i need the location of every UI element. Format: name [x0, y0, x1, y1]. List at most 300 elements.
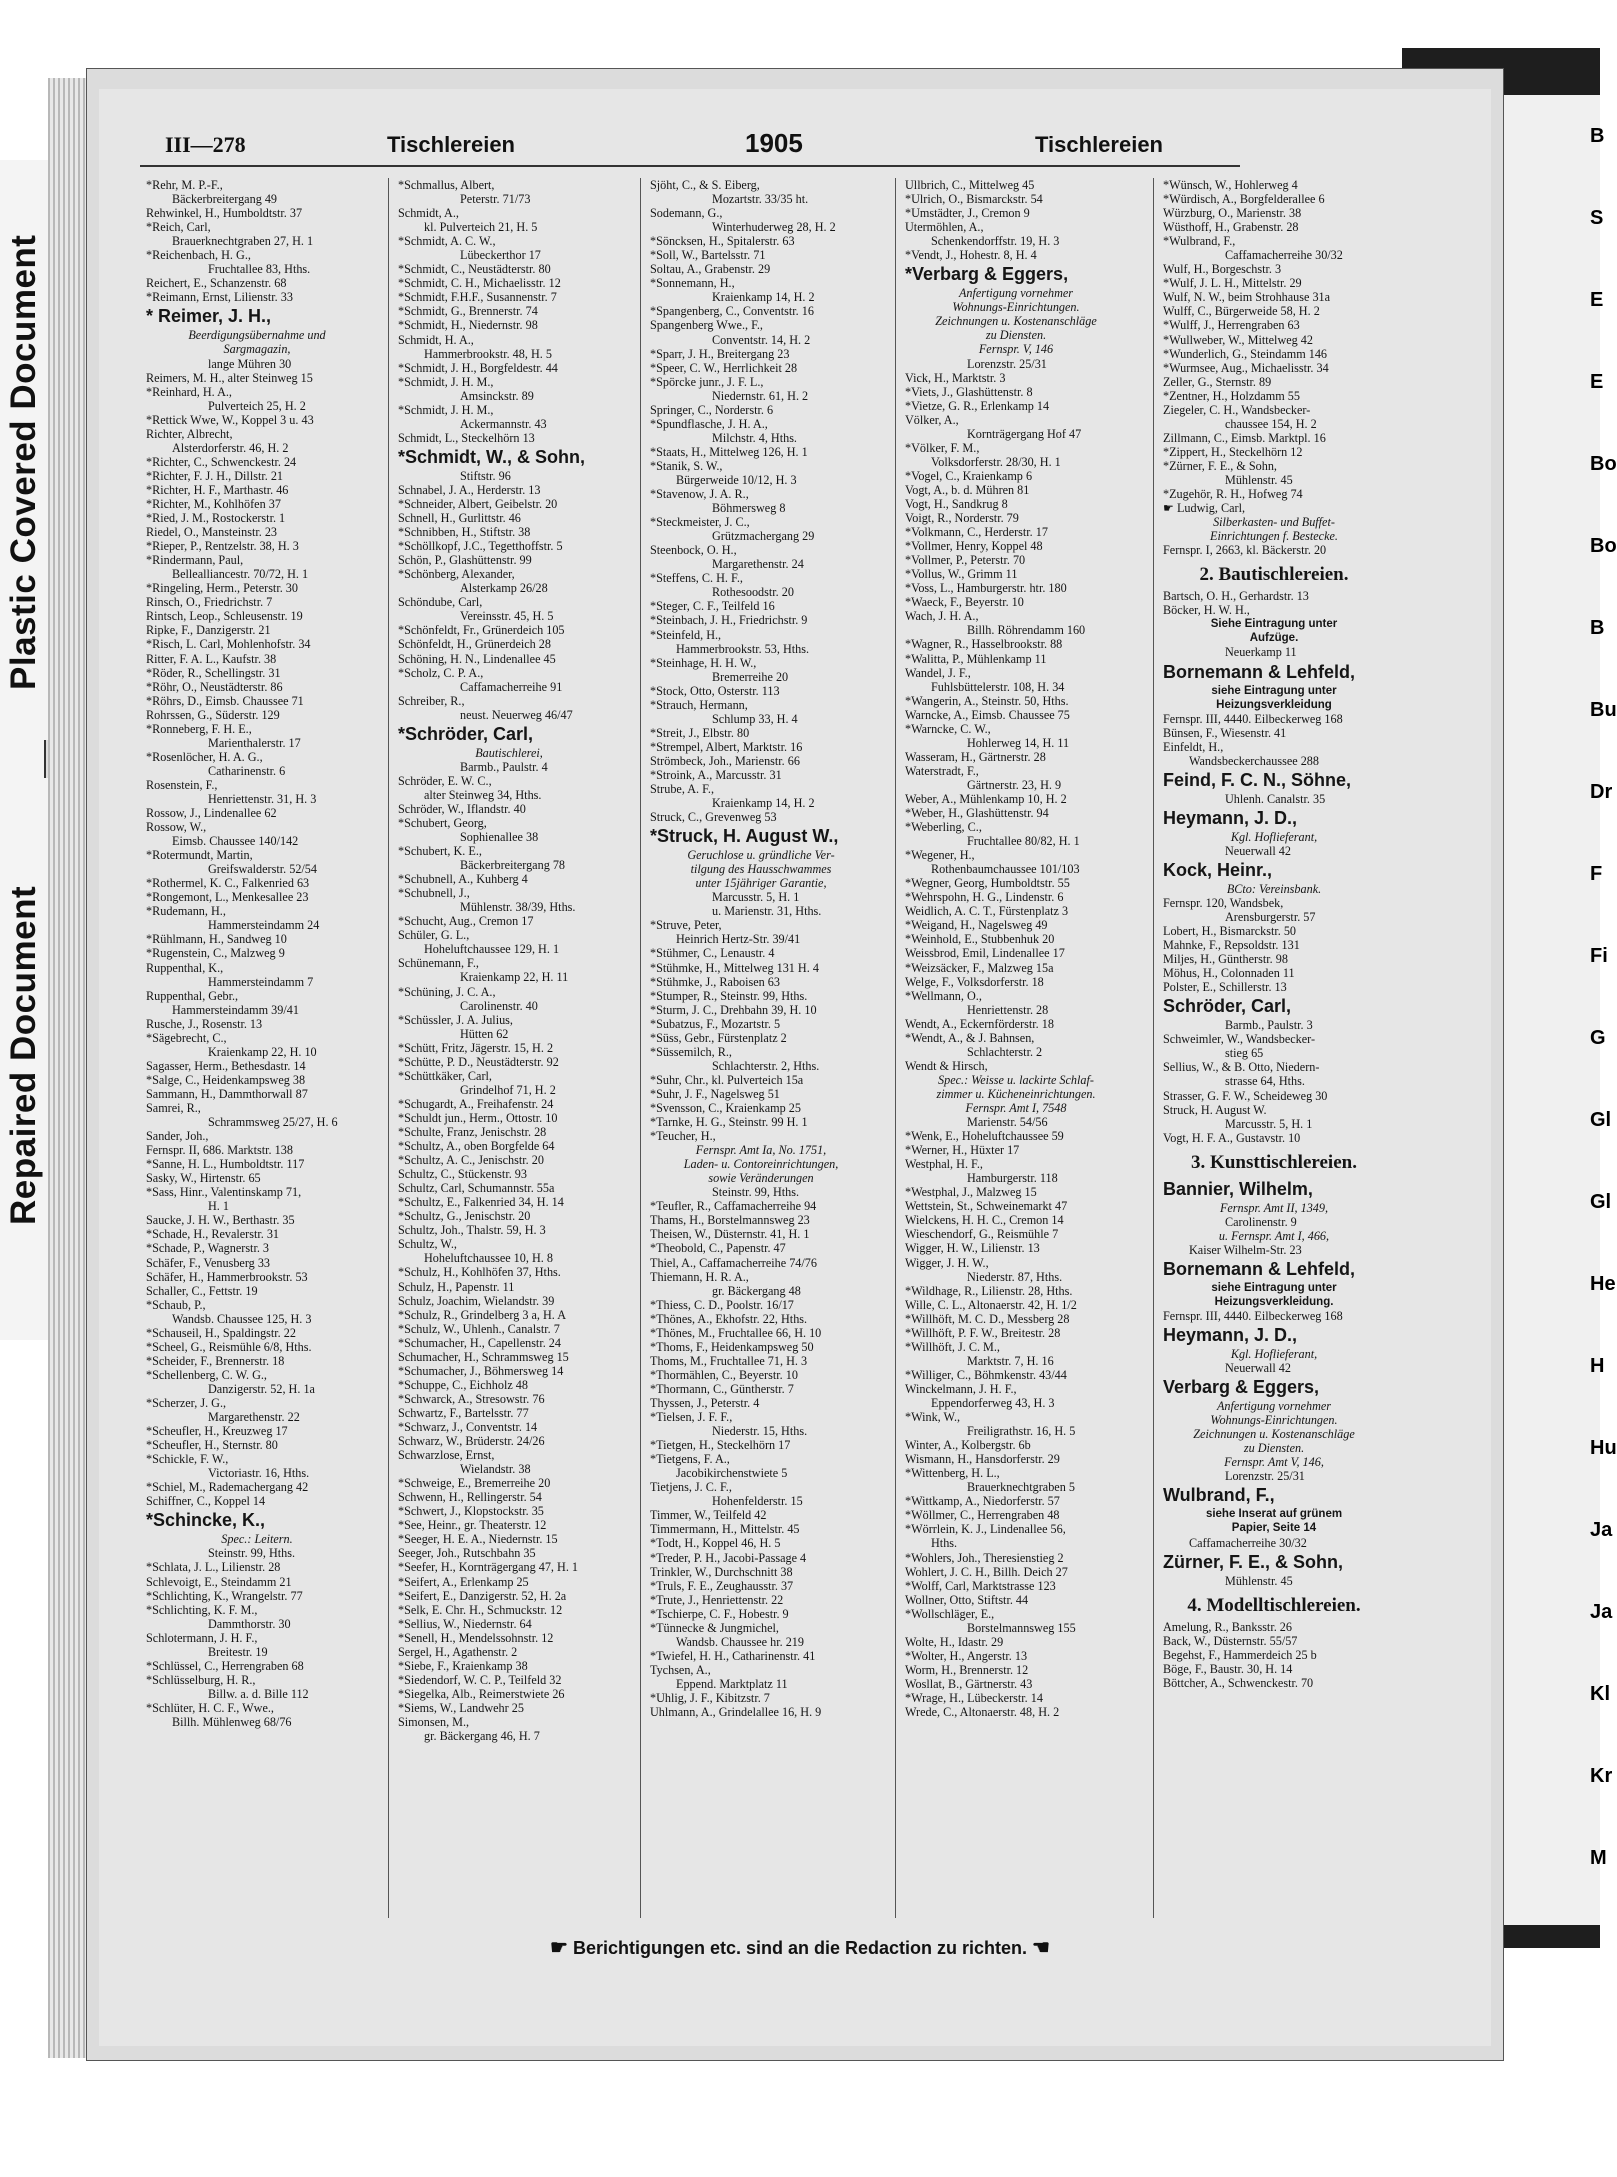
directory-entry: *Warncke, C. W., — [905, 721, 991, 736]
directory-entry: Schüler, G. L., — [398, 928, 470, 943]
firm-advert-name: Heymann, J. D., — [1163, 807, 1298, 828]
directory-entry: Schwarzlose, Ernst, — [398, 1448, 495, 1463]
directory-entry: *Sellius, W., Niedernstr. 64 — [398, 1616, 532, 1631]
directory-entry: *See, Heinr., gr. Theaterstr. 12 — [398, 1518, 547, 1533]
directory-entry: *Steckmeister, J. C., — [650, 515, 750, 530]
directory-entry: Steinstr. 99, Hths. — [712, 1185, 800, 1200]
directory-entry: Billh. Röhrendamm 160 — [967, 623, 1086, 638]
directory-entry: Sander, Joh., — [146, 1129, 209, 1144]
directory-entry: *Zippert, H., Steckelhörn 12 — [1163, 444, 1303, 459]
directory-entry: *Schwarz, J., Conventstr. 14 — [398, 1419, 538, 1434]
directory-entry: Sagasser, Herm., Bethesdastr. 14 — [146, 1058, 306, 1073]
directory-entry: *Sanne, H. L., Humboldtstr. 117 — [146, 1157, 305, 1172]
directory-entry: *Stühmke, H., Mittelweg 131 H. 4 — [650, 960, 819, 975]
directory-entry: Schwenn, H., Rellingerstr. 54 — [398, 1490, 542, 1505]
directory-entry: *Schaub, P., — [146, 1297, 206, 1312]
firm-advert-name: Bannier, Wilhelm, — [1163, 1178, 1313, 1199]
directory-entry: *Siegelka, Alb., Reimerstwiete 26 — [398, 1686, 565, 1701]
directory-entry: Schenkendorffstr. 19, H. 3 — [931, 234, 1060, 249]
directory-entry: Anfertigung vornehmer — [958, 286, 1074, 301]
directory-entry: tilgung des Hausschwammes — [690, 862, 832, 877]
directory-entry: Ripke, F., Danzigerstr. 21 — [146, 623, 271, 638]
directory-entry: Schrammsweg 25/27, H. 6 — [208, 1115, 338, 1130]
directory-entry: Schröder, E. W. C., — [398, 773, 492, 788]
directory-entry: Wohlert, J. C. H., Billh. Deich 27 — [905, 1564, 1068, 1579]
directory-entry: Neuerkamp 11 — [1225, 645, 1297, 660]
directory-entry: Vereinsstr. 45, H. 5 — [460, 609, 554, 624]
directory-entry: Eimsb. Chaussee 140/142 — [172, 834, 299, 849]
directory-entry: Saucke, J. H. W., Berthastr. 35 — [146, 1213, 295, 1228]
directory-entry: Neuerwall 42 — [1225, 1361, 1291, 1376]
directory-entry: Rehwinkel, H., Humboldtstr. 37 — [146, 206, 303, 221]
directory-entry: Kgl. Hoflieferant, — [1230, 829, 1318, 844]
directory-entry: *Wörrlein, K. J., Lindenallee 56, — [905, 1522, 1066, 1537]
directory-entry: Conventstr. 14, H. 2 — [712, 332, 811, 347]
directory-column-5 — [1163, 178, 1385, 1918]
directory-entry: Spec.: Leitern. — [221, 1532, 293, 1547]
section-heading: 3. Kunsttischlereien. — [1191, 1151, 1357, 1173]
directory-entry: Hütten 62 — [460, 1026, 509, 1041]
directory-entry: Lübeckerthor 17 — [460, 248, 541, 263]
directory-entry: *Strempel, Albert, Marktstr. 16 — [650, 739, 803, 754]
directory-entry: *Wunderlich, G., Steindamm 146 — [1163, 346, 1328, 361]
directory-entry: *Schönberg, Alexander, — [398, 567, 515, 582]
directory-entry: Utermöhlen, A., — [905, 220, 984, 235]
directory-entry: *Schubert, Georg, — [398, 815, 487, 830]
directory-entry: *Schweige, E., Bremerreihe 20 — [398, 1476, 551, 1491]
directory-entry: Marcusstr. 5, H. 1 — [1225, 1116, 1313, 1131]
directory-entry: *Speer, C. W., Herrlichkeit 28 — [650, 360, 798, 375]
directory-entry: Soltau, A., Grabenstr. 29 — [650, 262, 771, 277]
directory-entry: Fruchtallee 80/82, H. 1 — [967, 834, 1080, 849]
directory-entry: Wollner, Otto, Stiftstr. 44 — [905, 1592, 1029, 1607]
directory-entry: Mühlenstr. 38/39, Hths. — [460, 900, 576, 915]
directory-entry: Rothesoodstr. 20 — [712, 585, 794, 600]
facing-page-letter: F — [1590, 863, 1603, 885]
directory-entry: Schlotermann, J. H. F., — [146, 1630, 258, 1645]
directory-entry: Böcker, H. W. H., — [1163, 603, 1250, 618]
directory-entry: *Vollus, W., Grimm 11 — [905, 567, 1018, 582]
directory-entry: Kraienkamp 14, H. 2 — [712, 796, 815, 811]
directory-entry: *Svensson, C., Kraienkamp 25 — [650, 1101, 801, 1115]
directory-entry: *Sonnemann, H., — [650, 276, 735, 291]
directory-entry: Einrichtungen f. Bestecke. — [1210, 529, 1338, 544]
directory-entry: *Wünsch, W., Hohlerweg 4 — [1163, 178, 1298, 192]
directory-entry: *Rühlmann, H., Sandweg 10 — [146, 932, 287, 947]
directory-entry: *Rieper, P., Rentzelstr. 38, H. 3 — [146, 539, 299, 554]
directory-entry: *Wehrspohn, H. G., Lindenstr. 6 — [905, 890, 1064, 905]
directory-column-1 — [146, 178, 368, 1918]
directory-entry: *Thiess, C. D., Poolstr. 16/17 — [650, 1297, 794, 1312]
directory-entry: Struck, H. August W. — [1163, 1102, 1267, 1117]
directory-entry: *Scherzer, J. G., — [146, 1395, 227, 1410]
directory-entry: Schwarz, W., Brüderstr. 24/26 — [398, 1434, 545, 1449]
directory-entry: sowie Veränderungen — [708, 1171, 814, 1186]
directory-entry: Tietjens, J. C. F., — [650, 1480, 732, 1495]
directory-entry: *Röhrs, D., Eimsb. Chaussee 71 — [146, 693, 304, 708]
directory-entry: *Steinhage, H. H. W., — [650, 655, 757, 670]
directory-entry: *Vietze, G. R., Erlenkamp 14 — [905, 398, 1050, 413]
firm-advert-name: Schröder, Carl, — [1163, 996, 1292, 1017]
directory-entry: *Weberling, C., — [905, 820, 982, 835]
directory-entry: *Schmidt, J. H. M., — [398, 402, 494, 417]
directory-entry: *Stock, Otto, Osterstr. 113 — [650, 683, 780, 698]
directory-entry: Henriettenstr. 28 — [967, 1002, 1049, 1017]
directory-entry: Kaiser Wilhelm-Str. 23 — [1189, 1242, 1302, 1257]
pointing-hand-icon: ☛ — [550, 1937, 568, 1959]
firm-advert-name: Heymann, J. D., — [1163, 1325, 1298, 1346]
facing-page-letter: Hu — [1590, 1437, 1617, 1459]
directory-entry: Thams, H., Borstelmannsweg 23 — [650, 1213, 810, 1228]
directory-entry: Uhlenh. Canalstr. 35 — [1225, 791, 1326, 806]
directory-entry: unter 15jähriger Garantie, — [695, 876, 827, 891]
directory-column-2 — [398, 178, 620, 1918]
directory-entry: *Stühmke, J., Raboisen 63 — [650, 974, 780, 989]
directory-entry: Lorenzstr. 25/31 — [967, 356, 1047, 371]
directory-entry: *Zürner, F. E., & Sohn, — [1163, 458, 1277, 473]
directory-entry: Vick, H., Marktstr. 3 — [905, 370, 1006, 385]
footer-note: Berichtigungen etc. sind an die Redaction zu richten. — [572, 1938, 1028, 1958]
directory-entry: *Teufler, R., Caffamacherreihe 94 — [650, 1199, 817, 1214]
directory-entry: *Schönfeldt, Fr., Grünerdeich 105 — [398, 623, 565, 638]
facing-page-letter: G — [1590, 1027, 1606, 1049]
directory-entry: *Voss, L., Hamburgerstr. htr. 180 — [905, 581, 1067, 596]
directory-entry: *Rothermel, K. C., Falkenried 63 — [146, 876, 310, 891]
directory-entry: *Seeger, H. E. A., Niedernstr. 15 — [398, 1532, 558, 1547]
directory-entry: Wolte, H., Idastr. 29 — [905, 1634, 1004, 1649]
directory-entry: Anfertigung vornehmer — [1216, 1399, 1332, 1414]
directory-entry: *Wildhage, R., Lilienstr. 28, Hths. — [905, 1283, 1073, 1298]
directory-entry: Barmb., Paulstr. 3 — [1225, 1018, 1313, 1033]
directory-entry: Wüsthoff, H., Grabenstr. 28 — [1163, 220, 1299, 235]
firm-advert-name: * Reimer, J. H., — [146, 306, 272, 327]
directory-entry: Marienthalerstr. 17 — [208, 735, 301, 750]
directory-entry: Bremerreihe 20 — [712, 669, 789, 684]
facing-page-letter: Gl — [1590, 1191, 1612, 1213]
directory-entry: *Schellenberg, C. W. G., — [146, 1367, 267, 1382]
directory-entry: *Rugenstein, C., Malzweg 9 — [146, 946, 285, 961]
directory-entry: Schlump 33, H. 4 — [712, 711, 798, 726]
directory-entry: *Stroink, A., Marcusstr. 31 — [650, 767, 782, 782]
directory-entry: Fernspr. I, 2663, kl. Bäckerstr. 20 — [1163, 543, 1327, 558]
directory-entry: *Suhr, Chr., kl. Pulverteich 15a — [650, 1072, 804, 1087]
directory-entry: Silberkasten- und Buffet- — [1213, 515, 1335, 530]
directory-entry: Fernspr. III, 4440. Eilbeckerweg 168 — [1163, 1309, 1343, 1323]
directory-entry: *Weigand, H., Nagelsweg 49 — [905, 918, 1048, 933]
header-title-left: Tischlereien — [387, 132, 515, 157]
directory-column-4 — [905, 178, 1127, 1918]
directory-entry: *Williger, C., Böhmkenstr. 43/44 — [905, 1367, 1067, 1382]
directory-entry: Wosllat, B., Gärtnerstr. 43 — [905, 1676, 1033, 1691]
directory-entry: Schiffner, C., Koppel 14 — [146, 1494, 266, 1509]
directory-entry: *Ulrich, O., Bismarckstr. 54 — [905, 192, 1043, 207]
directory-entry: *Soll, W., Bartelsstr. 71 — [650, 248, 766, 263]
directory-entry: Schäfer, H., Hammerbrookstr. 53 — [146, 1269, 308, 1284]
directory-entry: Heizungsverkleidung. — [1214, 1295, 1334, 1308]
directory-entry: Warncke, A., Eimsb. Chaussee 75 — [905, 707, 1070, 722]
directory-entry: *Todt, H., Koppel 46, H. 5 — [650, 1536, 781, 1551]
directory-entry: Sargmagazin, — [223, 342, 291, 357]
directory-entry: Wieschendorf, G., Reismühle 7 — [905, 1227, 1059, 1242]
directory-entry: strasse 64, Hths. — [1225, 1074, 1305, 1089]
directory-entry: *Strauch, Hermann, — [650, 697, 748, 712]
directory-entry: Vogt, A., b. d. Mühren 81 — [905, 482, 1030, 497]
directory-entry: Richter, Albrecht, — [146, 426, 233, 441]
directory-column-3 — [650, 178, 872, 1918]
directory-entry: *Schütte, P. D., Neustädterstr. 92 — [398, 1054, 559, 1069]
directory-entry: Zeichnungen u. Kostenanschläge — [935, 314, 1097, 329]
directory-entry: Wulf, H., Borgeschstr. 3 — [1163, 262, 1282, 277]
directory-entry: Kornträgergang Hof 47 — [967, 426, 1082, 441]
directory-entry: zu Diensten. — [1243, 1441, 1305, 1456]
directory-entry: *Willhöft, M. C. D., Messberg 28 — [905, 1311, 1070, 1326]
directory-entry: *Scheufler, H., Sternstr. 80 — [146, 1438, 278, 1453]
directory-entry: alter Steinweg 34, Hths. — [424, 787, 542, 802]
directory-entry: Heinrich Hertz-Str. 39/41 — [676, 932, 801, 947]
directory-entry: *Schubnell, A., Kuhberg 4 — [398, 872, 528, 887]
directory-entry: Zeller, G., Sternstr. 89 — [1163, 374, 1272, 389]
directory-entry: *Schüning, J. C. A., — [398, 984, 496, 999]
firm-advert-name: Bornemann & Lehfeld, — [1163, 1258, 1356, 1279]
directory-entry: Hamburgerstr. 118 — [967, 1171, 1058, 1186]
directory-entry: *Seefer, H., Kornträgergang 47, H. 1 — [398, 1560, 579, 1575]
directory-entry: Kraienkamp 22, H. 11 — [460, 970, 569, 985]
directory-entry: Caffamacherreihe 30/32 — [1225, 248, 1343, 263]
directory-entry: Wille, C. L., Altonaerstr. 42, H. 1/2 — [905, 1297, 1077, 1312]
directory-entry: *Schöllkopf, J.C., Tegetthoffstr. 5 — [398, 539, 563, 554]
directory-entry: *Wittkamp, A., Niedorferstr. 57 — [905, 1494, 1060, 1509]
directory-entry: Wigger, J. H. W., — [905, 1255, 989, 1270]
directory-entry: Eppendorferweg 43, H. 3 — [931, 1395, 1055, 1410]
directory-entry: Fernspr. III, 4440. Eilbeckerweg 168 — [1163, 711, 1343, 726]
directory-entry: Lorenzstr. 25/31 — [1225, 1469, 1305, 1484]
directory-entry: Alsterkamp 26/28 — [460, 581, 548, 596]
header-rule — [140, 165, 1240, 167]
directory-entry: Schwartz, F., Bartelsstr. 77 — [398, 1405, 529, 1420]
directory-entry: *Thormählen, C., Beyerstr. 10 — [650, 1367, 798, 1382]
directory-entry: Wielandstr. 38 — [460, 1462, 531, 1477]
directory-entry: *Reimann, Ernst, Lilienstr. 33 — [146, 290, 293, 305]
directory-entry: Schlevoigt, E., Steindamm 21 — [146, 1574, 292, 1589]
column-divider — [640, 178, 641, 1918]
directory-entry: *Westphal, J., Malzweg 15 — [905, 1185, 1037, 1200]
directory-entry: Brauerknechtgraben 5 — [967, 1480, 1075, 1495]
directory-entry: Schultz, C., Stückenstr. 93 — [398, 1167, 527, 1182]
directory-entry: *Richter, C., Schwenckestr. 24 — [146, 454, 297, 469]
directory-entry: *Wagner, R., Hasselbrookstr. 88 — [905, 637, 1063, 652]
facing-page-letter: M — [1590, 1847, 1607, 1869]
directory-entry: Schön, P., Glashüttenstr. 99 — [398, 553, 532, 568]
directory-entry: *Schüssler, J. A. Julius, — [398, 1012, 513, 1027]
directory-entry: *Sturm, J. C., Drehbahn 39, H. 10 — [650, 1002, 817, 1017]
directory-entry: *Rongemont, L., Menkesallee 23 — [146, 890, 309, 905]
facing-page-letter: Bo — [1590, 453, 1617, 475]
directory-entry: Schultz, W., — [398, 1237, 457, 1252]
directory-entry: *Scheufler, H., Kreuzweg 17 — [146, 1424, 288, 1439]
directory-entry: Kgl. Hoflieferant, — [1230, 1347, 1318, 1362]
firm-advert-name: Bornemann & Lehfeld, — [1163, 661, 1356, 682]
directory-entry: Marienstr. 54/56 — [967, 1115, 1048, 1130]
directory-entry: *Schwert, J., Klopstockstr. 35 — [398, 1504, 544, 1519]
directory-entry: *Schmidt, H., Niedernstr. 98 — [398, 318, 538, 333]
directory-entry: Bürgerweide 10/12, H. 3 — [676, 472, 797, 487]
facing-page-letter: E — [1590, 289, 1604, 311]
directory-entry: *Schüttkäker, Carl, — [398, 1068, 492, 1083]
directory-entry: Vogt, H., Sandkrug 8 — [905, 496, 1008, 511]
directory-entry: *Reich, Carl, — [146, 220, 211, 235]
directory-entry: Thiemann, H. R. A., — [650, 1269, 749, 1284]
directory-entry: Catharinenstr. 6 — [208, 763, 286, 778]
directory-entry: *Tarnke, H. G., Steinstr. 99 H. 1 — [650, 1115, 808, 1130]
directory-entry: *Tietgen, H., Steckelhörn 17 — [650, 1438, 791, 1453]
directory-entry: Schönfeldt, H., Grünerdeich 28 — [398, 637, 551, 652]
directory-entry: H. 1 — [208, 1199, 229, 1214]
directory-entry: gr. Bäckergang 48 — [712, 1283, 801, 1298]
directory-entry: *Wohlers, Joh., Theresienstieg 2 — [905, 1550, 1064, 1565]
directory-entry: *Richter, H. F., Marthastr. 46 — [146, 482, 289, 497]
directory-entry: Fernspr. 120, Wandsbek, — [1163, 895, 1284, 910]
directory-entry: *Schlata, J. L., Lilienstr. 28 — [146, 1560, 281, 1575]
directory-entry: *Wegener, H., — [905, 848, 975, 863]
directory-entry: Sodemann, G., — [650, 206, 723, 221]
directory-entry: Waterstradt, F., — [905, 763, 979, 778]
directory-entry: *Völker, F. M., — [905, 440, 980, 455]
directory-entry: Sellius, W., & B. Otto, Niedern- — [1163, 1060, 1320, 1075]
directory-entry: Schnabel, J. A., Herderstr. 13 — [398, 482, 541, 497]
directory-entry: Laden- u. Contoreinrichtungen, — [683, 1157, 839, 1172]
directory-entry: *Reinhard, H. A., — [146, 384, 232, 399]
directory-entry: *Wink, W., — [905, 1410, 961, 1425]
directory-entry: Weissbrod, Emil, Lindenallee 17 — [905, 946, 1065, 961]
directory-entry: Hths. — [931, 1536, 958, 1551]
directory-entry: Hammerbrookstr. 48, H. 5 — [424, 346, 552, 361]
directory-entry: *Scheider, F., Brennerstr. 18 — [146, 1353, 285, 1368]
directory-entry: Barmb., Paulstr. 4 — [460, 759, 548, 774]
directory-entry: Fernspr. Amt Ia, No. 1751, — [695, 1143, 827, 1158]
directory-entry: Hammersteindamm 24 — [208, 918, 320, 933]
directory-entry: *Schumacher, J., Böhmersweg 14 — [398, 1363, 564, 1378]
pointing-hand-icon: ☚ — [1032, 1937, 1050, 1959]
directory-entry: *Weizsäcker, F., Malzweg 15a — [905, 960, 1054, 975]
directory-entry: Geruchlose u. gründliche Ver- — [687, 848, 835, 863]
facing-page-letter: Kr — [1590, 1765, 1613, 1787]
directory-entry: *Richter, F. J. H., Dillstr. 21 — [146, 468, 284, 483]
directory-entry: *Süss, Gebr., Fürstenplatz 2 — [650, 1030, 787, 1045]
facing-page-letter: E — [1590, 371, 1604, 393]
directory-entry: Mühlenstr. 45 — [1225, 1573, 1293, 1588]
directory-entry: Reimers, M. H., alter Steinweg 15 — [146, 370, 313, 385]
directory-entry: Weber, A., Mühlenkamp 10, H. 2 — [905, 791, 1067, 806]
column-divider — [388, 178, 389, 1918]
directory-entry: Spangenberg Wwe., F., — [650, 318, 763, 333]
directory-entry: Wandsbeckerchaussee 288 — [1189, 753, 1319, 768]
directory-entry: Wismann, H., Hansdorferstr. 29 — [905, 1452, 1060, 1467]
directory-entry: *Trute, J., Henriettenstr. 22 — [650, 1592, 784, 1607]
directory-entry: Carolinenstr. 40 — [460, 998, 538, 1013]
directory-entry: Simonsen, M., — [398, 1714, 470, 1729]
directory-entry: Hoheluftchaussee 10, H. 8 — [424, 1251, 553, 1266]
directory-entry: *Schmidt, A. C. W., — [398, 234, 496, 249]
directory-entry: Schultz, Carl, Schumannstr. 55a — [398, 1181, 555, 1196]
directory-entry: *Schultz, A. C., Jenischstr. 20 — [398, 1153, 544, 1168]
directory-entry: Caffamacherreihe 91 — [460, 679, 563, 694]
directory-entry: *Waeck, F., Beyerstr. 10 — [905, 595, 1024, 610]
directory-entry: *Senell, H., Mendelssohnstr. 12 — [398, 1630, 554, 1645]
directory-entry: Grützmachergang 29 — [712, 529, 815, 544]
directory-entry: *Schlüssel, C., Herrengraben 68 — [146, 1658, 304, 1673]
firm-advert-name: Feind, F. C. N., Söhne, — [1163, 769, 1352, 790]
directory-entry: Uhlmann, A., Grindelallee 16, H. 9 — [650, 1705, 822, 1720]
directory-entry: *Thönes, A., Ekhofstr. 22, Hths. — [650, 1311, 808, 1326]
directory-entry: Gärtnerstr. 23, H. 9 — [967, 777, 1062, 792]
column-divider — [895, 178, 896, 1918]
directory-entry: *Spörcke junr., J. F. L., — [650, 374, 764, 389]
directory-entry: Fuhlsbüttelerstr. 108, H. 34 — [931, 679, 1065, 694]
directory-entry: *Schlüsselburg, H. R., — [146, 1672, 256, 1687]
directory-entry: Hohlerweg 14, H. 11 — [967, 735, 1070, 750]
directory-entry: Fernspr. Amt I, 7548 — [965, 1101, 1067, 1115]
directory-entry: Strasser, G. F. W., Scheideweg 30 — [1163, 1088, 1328, 1103]
directory-entry: Schumacher, H., Schrammsweg 15 — [398, 1349, 569, 1364]
directory-entry: Wigger, H. W., Lilienstr. 13 — [905, 1241, 1040, 1256]
directory-entry: u. Fernspr. Amt I, 466, — [1218, 1228, 1330, 1243]
facing-page-letter: Bu — [1590, 699, 1617, 721]
directory-entry: Brauerknechtgraben 27, H. 1 — [172, 234, 314, 249]
directory-entry: Fruchtallee 83, Hths. — [208, 262, 311, 277]
directory-entry: *Teucher, H., — [650, 1129, 716, 1144]
directory-entry: Lobert, H., Bismarckstr. 50 — [1163, 924, 1297, 939]
directory-entry: *Subatzus, F., Mozartstr. 5 — [650, 1016, 781, 1031]
directory-entry: *Spangenberg, C., Conventstr. 16 — [650, 304, 814, 319]
directory-entry: Wohnungs-Einrichtungen. — [1210, 1413, 1338, 1428]
directory-entry: Schmidt, A., — [398, 206, 459, 221]
directory-entry: Rossow, W., — [146, 820, 207, 835]
directory-entry: *Schlüter, H. C. F., Wwe., — [146, 1700, 274, 1715]
directory-entry: Böhmersweg 8 — [712, 501, 786, 516]
directory-entry: Wulf, N. W., beim Strohhause 31a — [1163, 290, 1331, 305]
directory-entry: Samrei, R., — [146, 1101, 201, 1115]
directory-entry: *Selk, E. Chr. H., Schmuckstr. 12 — [398, 1602, 563, 1617]
directory-entry: Ritter, F. A. L., Kaufstr. 38 — [146, 651, 277, 666]
directory-entry: *Süssemilch, R., — [650, 1044, 732, 1059]
header-year: 1905 — [745, 128, 803, 158]
directory-entry: *Spundflasche, J. H. A., — [650, 416, 768, 431]
header-title-right: Tischlereien — [1035, 132, 1163, 157]
directory-entry: Spec.: Weisse u. lackirte Schlaf- — [938, 1072, 1094, 1087]
directory-entry: Bellealliancestr. 70/72, H. 1 — [172, 567, 309, 582]
directory-entry: Steenbock, O. H., — [650, 543, 737, 558]
directory-entry: *Schuldt jun., Herm., Ottostr. 10 — [398, 1110, 558, 1125]
plastic-covered-label-text: Plastic Covered Document — [4, 234, 43, 691]
directory-entry: Volksdorferstr. 28/30, H. 1 — [931, 454, 1061, 469]
facing-page-letter: H — [1590, 1355, 1605, 1377]
directory-entry: Begehst, F., Hammerdeich 25 b — [1163, 1647, 1317, 1662]
directory-entry: Carolinenstr. 9 — [1225, 1214, 1297, 1229]
directory-entry: *Söncksen, H., Spitalerstr. 63 — [650, 234, 795, 249]
page-number: III—278 — [165, 132, 246, 157]
directory-entry: *Schultz, G., Jenischstr. 20 — [398, 1209, 531, 1224]
directory-entry: Neuerwall 42 — [1225, 843, 1291, 858]
directory-entry: *Seifert, E., Danzigerstr. 52, H. 2a — [398, 1588, 567, 1603]
directory-entry: Billh. Mühlenweg 68/76 — [172, 1714, 292, 1729]
directory-entry: *Schulte, Franz, Jenischstr. 28 — [398, 1125, 547, 1139]
directory-entry: Caffamacherreihe 30/32 — [1189, 1535, 1307, 1550]
directory-entry: *Scholz, C. P. A., — [398, 665, 484, 680]
directory-entry: Amsinckstr. 89 — [460, 388, 534, 403]
directory-entry: *Wulbrand, F., — [1163, 234, 1236, 249]
directory-entry: Sjöht, C., & S. Eiberg, — [650, 178, 760, 192]
directory-entry: Ruppenthal, K., — [146, 960, 224, 975]
